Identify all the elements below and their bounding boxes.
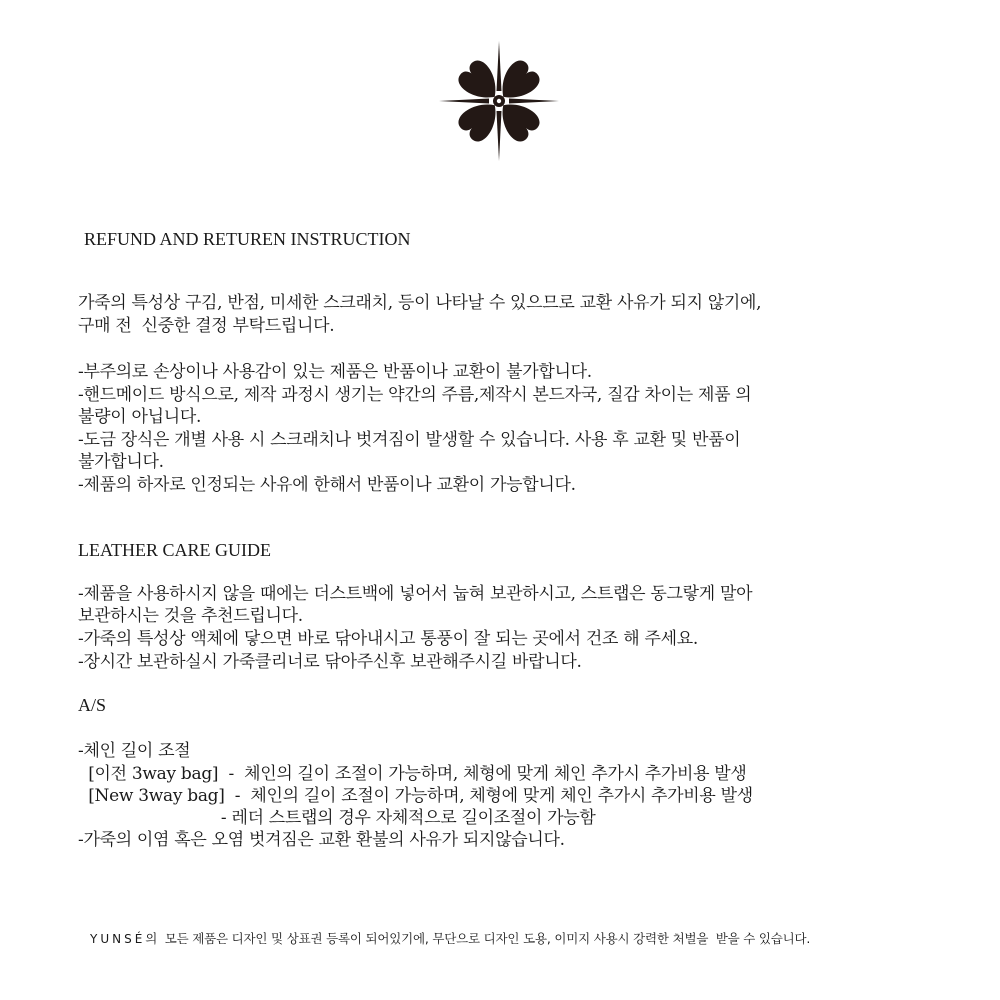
refund-heading: REFUND AND RETUREN INSTRUCTION (84, 229, 411, 249)
care-line: -제품을 사용하시지 않을 때에는 더스트백에 넣어서 눕혀 보관하시고, 스트랩은 동그랗게 말아 (78, 584, 753, 604)
copyright-text: 의 모든 제품은 디자인 및 상표권 등록이 되어있기에, 무단으로 디자인 도용, 이미지 사용시 강력한 처벌을 받을 수 있습니다. (145, 931, 811, 946)
copyright-notice (90, 929, 810, 947)
refund-rule-line: -제품의 하자로 인정되는 사유에 한해서 반품이나 교환이 가능합니다. (78, 475, 576, 495)
as-line: -체인 길이 조절 (78, 741, 191, 761)
care-line: 보관하시는 것을 추천드립니다. (78, 606, 303, 626)
refund-rule-line: 불가합니다. (78, 452, 164, 472)
as-line: -가죽의 이염 혹은 오염 벗겨짐은 교환 환불의 사유가 되지않습니다. (78, 830, 565, 850)
care-line: -장시간 보관하실시 가죽클리너로 닦아주신후 보관해주시길 바랍니다. (78, 652, 582, 672)
refund-intro-line: 구매 전 신중한 결정 부탁드립니다. (78, 316, 335, 336)
care-heading: LEATHER CARE GUIDE (78, 540, 271, 560)
as-line: [이전 3way bag] - 체인의 길이 조절이 가능하며, 체형에 맞게 체인 추가시 추가비용 발생 (78, 764, 747, 784)
as-heading: A/S (78, 695, 107, 715)
refund-rule-line: 불량이 아닙니다. (78, 407, 202, 427)
refund-intro-line: 가죽의 특성상 구김, 반점, 미세한 스크래치, 등이 나타날 수 있으므로 교환 사유가 되지 않기에, (78, 293, 762, 313)
refund-rule-line: -부주의로 손상이나 사용감이 있는 제품은 반품이나 교환이 불가합니다. (78, 362, 592, 382)
clover-logo-icon (438, 40, 560, 162)
as-line: [New 3way bag] - 체인의 길이 조절이 가능하며, 체형에 맞게 체인 추가시 추가비용 발생 (78, 786, 753, 806)
care-line: -가죽의 특성상 액체에 닿으면 바로 닦아내시고 통풍이 잘 되는 곳에서 건조 해 주세요. (78, 629, 698, 649)
brand-name: YUNSÉ (90, 932, 146, 946)
as-line: - 레더 스트랩의 경우 자체적으로 길이조절이 가능함 (78, 808, 596, 828)
refund-rule-line: -핸드메이드 방식으로, 제작 과정시 생기는 약간의 주름,제작시 본드자국, 질감 차이는 제품 의 (78, 385, 752, 405)
refund-rule-line: -도금 장식은 개별 사용 시 스크래치나 벗겨짐이 발생할 수 있습니다. 사용 후 교환 및 반품이 (78, 430, 741, 450)
